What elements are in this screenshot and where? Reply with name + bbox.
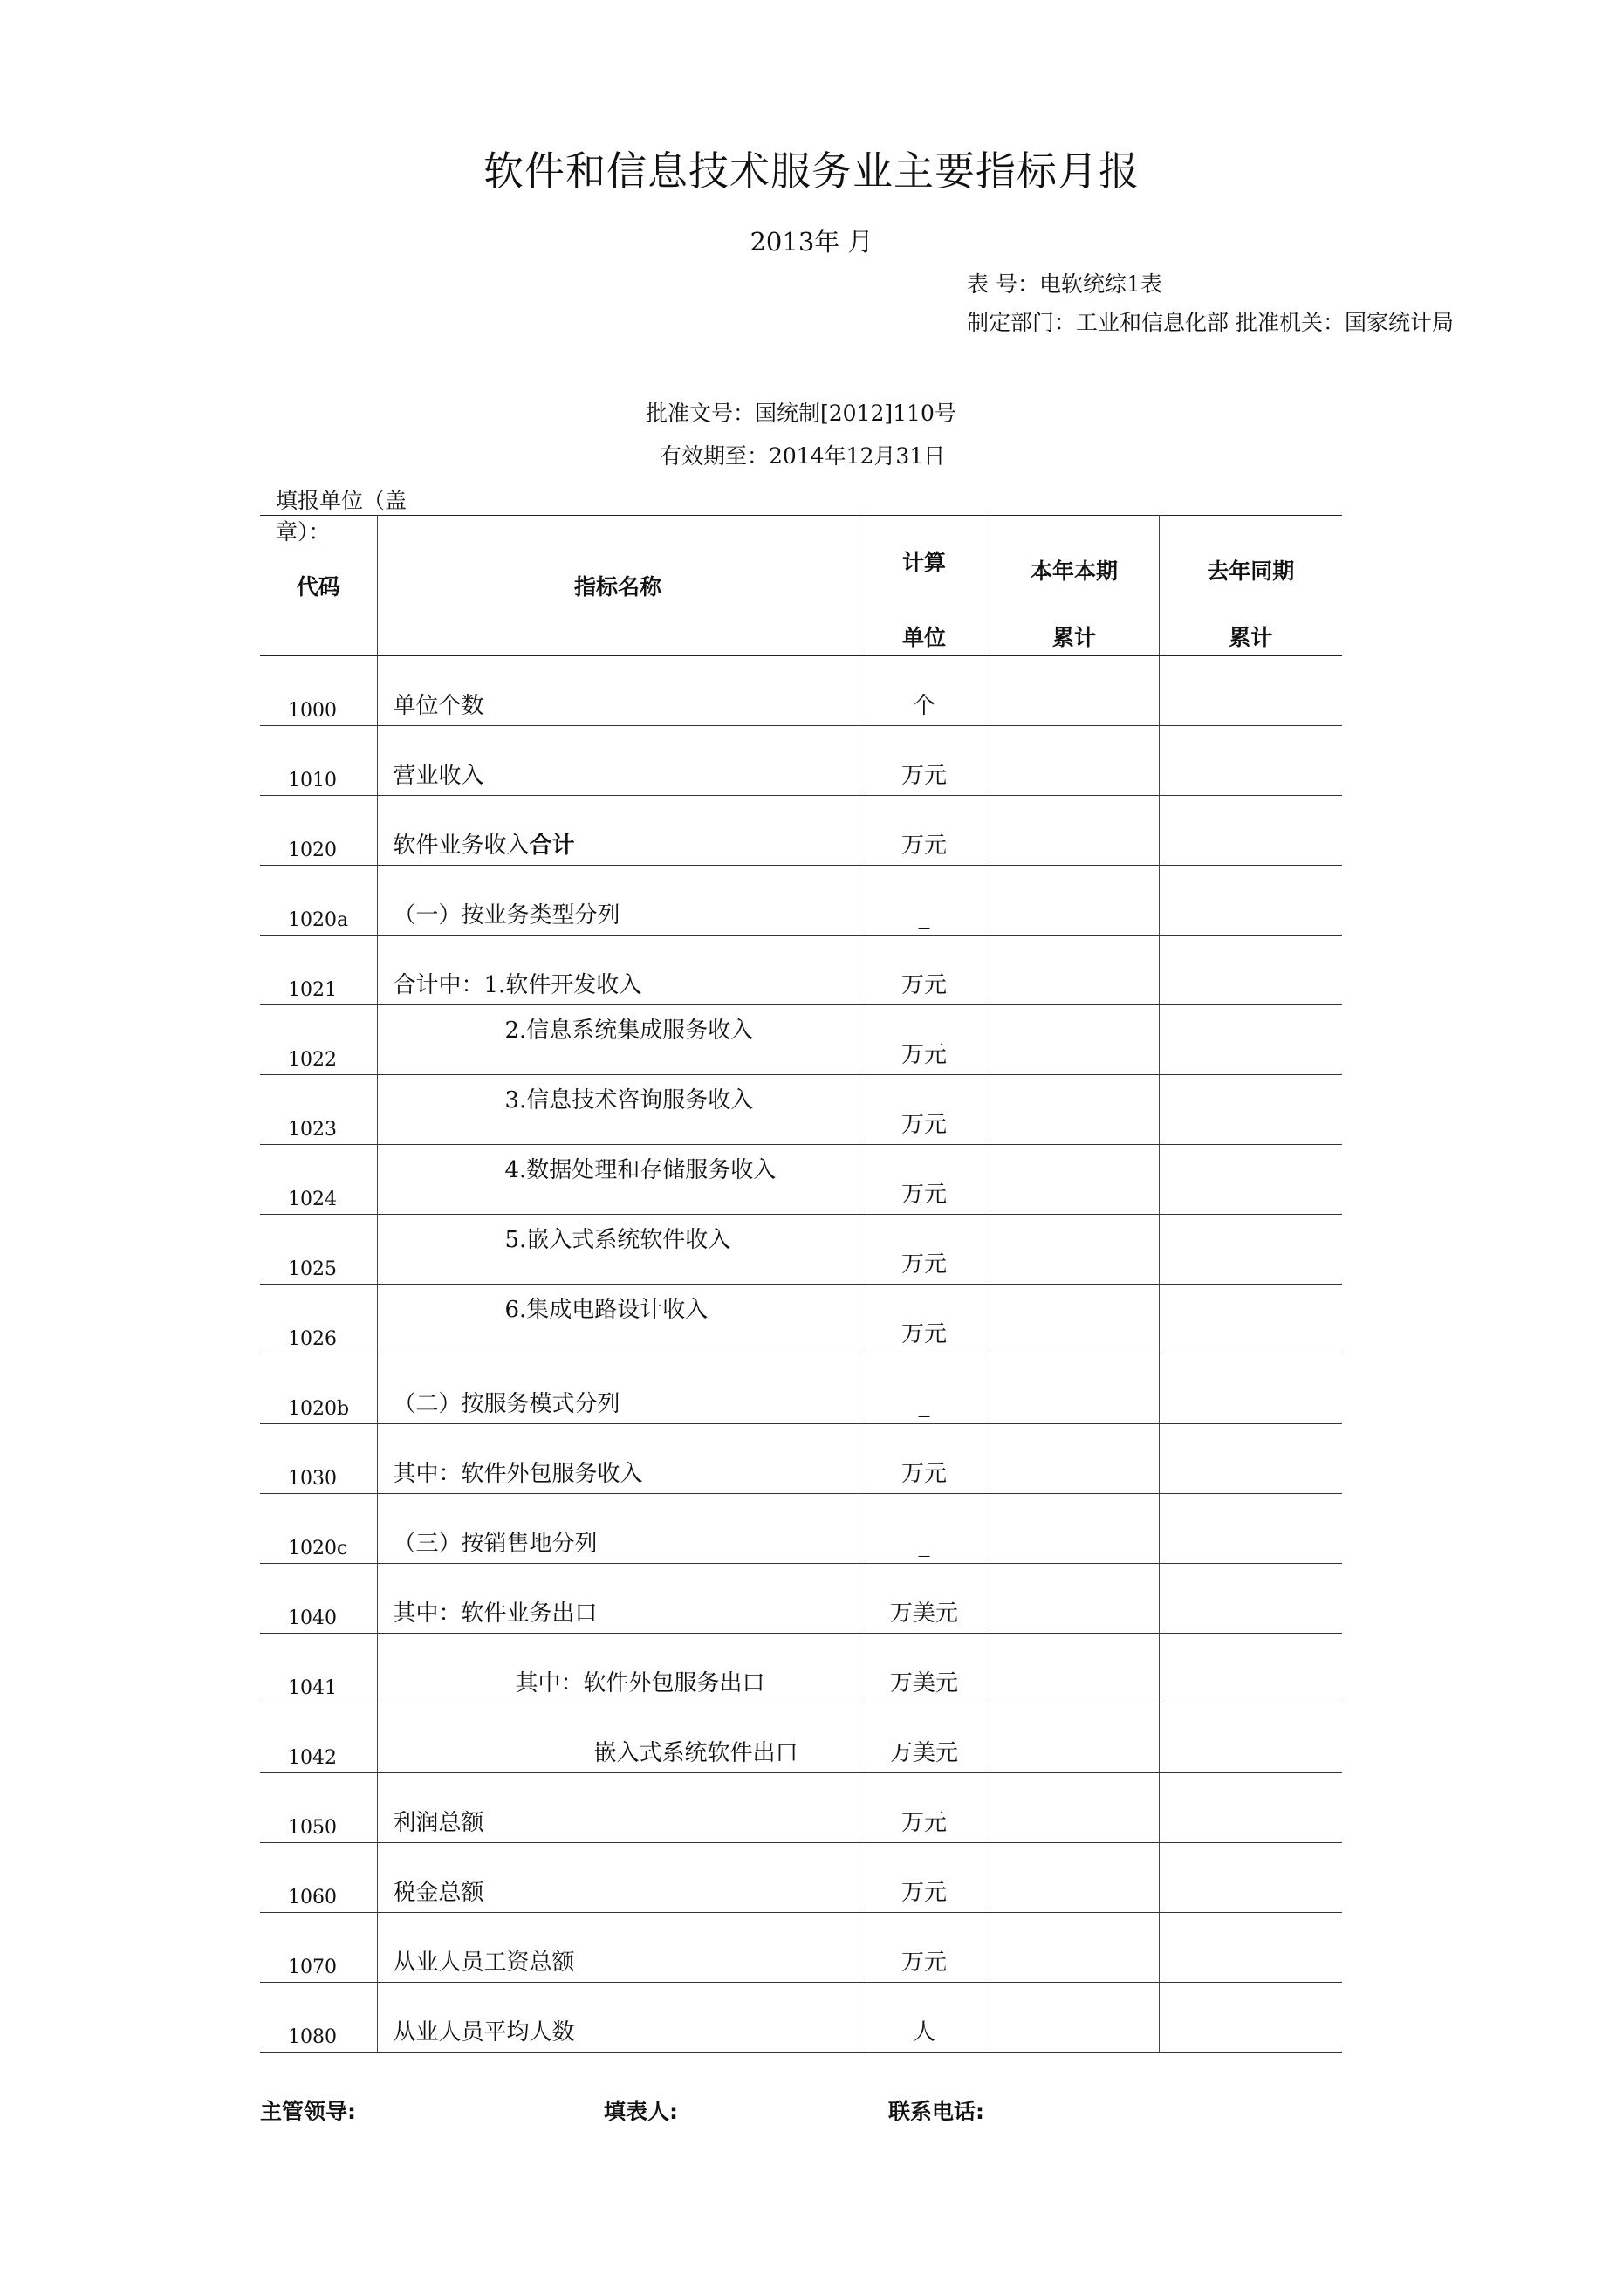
row-current-value[interactable]: [990, 1145, 1159, 1215]
table-row: [260, 726, 1342, 796]
row-current-value[interactable]: [990, 1703, 1159, 1773]
row-unit: 万元: [859, 936, 990, 1005]
row-unit: 万美元: [859, 1634, 990, 1703]
row-code: 1024: [260, 1145, 377, 1215]
table-header-row: [260, 516, 1342, 656]
row-unit: 万元: [859, 1075, 990, 1145]
table-row: [260, 1145, 1342, 1215]
row-code: 1042: [260, 1703, 377, 1773]
supervisor-label: 主管领导:: [260, 2099, 356, 2124]
row-code: 1060: [260, 1843, 377, 1913]
row-current-value[interactable]: [990, 1983, 1159, 2053]
contact-phone-label: 联系电话:: [888, 2099, 984, 2124]
row-code: 1070: [260, 1913, 377, 1983]
row-previous-value[interactable]: [1159, 1634, 1342, 1703]
row-previous-value[interactable]: [1159, 1075, 1342, 1145]
table-row: [260, 1913, 1342, 1983]
row-code: 1000: [260, 656, 377, 726]
row-current-value[interactable]: [990, 1424, 1159, 1494]
row-unit: 万美元: [859, 1703, 990, 1773]
table-row: [260, 1843, 1342, 1913]
table-row: [260, 1285, 1342, 1354]
row-unit: 万元: [859, 1005, 990, 1075]
header-unit: 计算 单位: [859, 516, 990, 656]
row-unit: 万元: [859, 1285, 990, 1354]
row-previous-value[interactable]: [1159, 1564, 1342, 1634]
row-name: 从业人员工资总额: [377, 1913, 859, 1983]
table-row: [260, 936, 1342, 1005]
row-name: 4.数据处理和存储服务收入: [377, 1145, 859, 1215]
row-code: 1023: [260, 1075, 377, 1145]
row-code: 1022: [260, 1005, 377, 1075]
row-current-value[interactable]: [990, 1843, 1159, 1913]
report-title: 软件和信息技术服务业主要指标月报: [483, 147, 1140, 195]
row-current-value[interactable]: [990, 1354, 1159, 1424]
approval-number: 批准文号：国统制[2012]110号: [646, 401, 956, 426]
row-code: 1025: [260, 1215, 377, 1285]
row-unit: 个: [859, 656, 990, 726]
row-previous-value[interactable]: [1159, 866, 1342, 936]
row-name: 其中：软件外包服务出口: [377, 1634, 859, 1703]
row-unit: _: [859, 1494, 990, 1564]
row-previous-value[interactable]: [1159, 1773, 1342, 1843]
row-current-value[interactable]: [990, 1494, 1159, 1564]
row-unit: 万元: [859, 1913, 990, 1983]
row-current-value[interactable]: [990, 1075, 1159, 1145]
row-name: 2.信息系统集成服务收入: [377, 1005, 859, 1075]
row-name: 单位个数: [377, 656, 859, 726]
table-row: [260, 866, 1342, 936]
row-name: 从业人员平均人数: [377, 1983, 859, 2053]
row-name: （三）按销售地分列: [377, 1494, 859, 1564]
row-name: 5.嵌入式系统软件收入: [377, 1215, 859, 1285]
table-row: [260, 1773, 1342, 1843]
table-row: [260, 1983, 1342, 2053]
row-code: 1080: [260, 1983, 377, 2053]
header-current-period: 本年本期 累计: [990, 516, 1159, 656]
form-number: 表 号：电软统综1表: [967, 271, 1162, 297]
row-name: 合计中：1.软件开发收入: [377, 936, 859, 1005]
row-code: 1041: [260, 1634, 377, 1703]
table-row: [260, 1424, 1342, 1494]
row-unit: 万美元: [859, 1564, 990, 1634]
row-code: 1050: [260, 1773, 377, 1843]
row-current-value[interactable]: [990, 1285, 1159, 1354]
row-current-value[interactable]: [990, 1564, 1159, 1634]
row-previous-value[interactable]: [1159, 726, 1342, 796]
row-name: 其中：软件业务出口: [377, 1564, 859, 1634]
row-previous-value[interactable]: [1159, 796, 1342, 866]
row-previous-value[interactable]: [1159, 1215, 1342, 1285]
row-name: 营业收入: [377, 726, 859, 796]
row-current-value[interactable]: [990, 936, 1159, 1005]
row-unit: _: [859, 1354, 990, 1424]
table-row: [260, 656, 1342, 726]
row-current-value[interactable]: [990, 1215, 1159, 1285]
row-current-value[interactable]: [990, 1005, 1159, 1075]
row-previous-value[interactable]: [1159, 1913, 1342, 1983]
row-current-value[interactable]: [990, 1773, 1159, 1843]
row-previous-value[interactable]: [1159, 1983, 1342, 2053]
row-unit: 万元: [859, 796, 990, 866]
row-previous-value[interactable]: [1159, 1354, 1342, 1424]
row-code: 1040: [260, 1564, 377, 1634]
row-name: 其中：软件外包服务收入: [377, 1424, 859, 1494]
row-current-value[interactable]: [990, 866, 1159, 936]
table-row: [260, 796, 1342, 866]
row-code: 1020: [260, 796, 377, 866]
row-previous-value[interactable]: [1159, 656, 1342, 726]
table-row: [260, 1075, 1342, 1145]
row-code: 1010: [260, 726, 377, 796]
row-name: 3.信息技术咨询服务收入: [377, 1075, 859, 1145]
row-previous-value[interactable]: [1159, 1005, 1342, 1075]
row-unit: 万元: [859, 1424, 990, 1494]
row-code: 1021: [260, 936, 377, 1005]
row-current-value[interactable]: [990, 796, 1159, 866]
table-row: [260, 1564, 1342, 1634]
row-unit: 万元: [859, 726, 990, 796]
row-previous-value[interactable]: [1159, 1145, 1342, 1215]
row-unit: _: [859, 866, 990, 936]
row-unit: 万元: [859, 1215, 990, 1285]
row-previous-value[interactable]: [1159, 1424, 1342, 1494]
table-row: [260, 1494, 1342, 1564]
row-current-value[interactable]: [990, 726, 1159, 796]
table-row: [260, 1354, 1342, 1424]
valid-until: 有效期至：2014年12月31日: [660, 443, 946, 469]
row-previous-value[interactable]: [1159, 1494, 1342, 1564]
row-name: 嵌入式系统软件出口: [377, 1703, 859, 1773]
row-name: （一）按业务类型分列: [377, 866, 859, 936]
row-unit: 万元: [859, 1773, 990, 1843]
row-previous-value[interactable]: [1159, 1703, 1342, 1773]
row-previous-value[interactable]: [1159, 1285, 1342, 1354]
row-current-value[interactable]: [990, 1634, 1159, 1703]
header-code: 代码: [260, 516, 377, 656]
row-name: 税金总额: [377, 1843, 859, 1913]
row-previous-value[interactable]: [1159, 936, 1342, 1005]
issuing-department: 制定部门：工业和信息化部 批准机关：国家统计局: [967, 310, 1454, 335]
filler-unit-label: 填报单位（盖章）：: [276, 488, 407, 545]
report-period: 2013年 月: [750, 227, 873, 257]
row-code: 1020b: [260, 1354, 377, 1424]
table-row: [260, 1005, 1342, 1075]
header-previous-year: 去年同期 累计: [1159, 516, 1342, 656]
row-unit: 万元: [859, 1145, 990, 1215]
table-row: [260, 1634, 1342, 1703]
row-code: 1020a: [260, 866, 377, 936]
row-current-value[interactable]: [990, 656, 1159, 726]
row-name: 软件业务收入合计: [377, 796, 859, 866]
header-indicator-name: 指标名称: [377, 516, 859, 656]
row-code: 1020c: [260, 1494, 377, 1564]
filler-person-label: 填表人:: [604, 2099, 678, 2124]
row-unit: 人: [859, 1983, 990, 2053]
row-name-emphasis: 合计: [529, 833, 575, 859]
table-row: [260, 1215, 1342, 1285]
row-name: （二）按服务模式分列: [377, 1354, 859, 1424]
row-previous-value[interactable]: [1159, 1843, 1342, 1913]
row-name: 利润总额: [377, 1773, 859, 1843]
row-current-value[interactable]: [990, 1913, 1159, 1983]
table-row: [260, 1703, 1342, 1773]
row-unit: 万元: [859, 1843, 990, 1913]
row-code: 1026: [260, 1285, 377, 1354]
indicator-table: [260, 515, 1342, 2053]
row-name: 6.集成电路设计收入: [377, 1285, 859, 1354]
row-code: 1030: [260, 1424, 377, 1494]
